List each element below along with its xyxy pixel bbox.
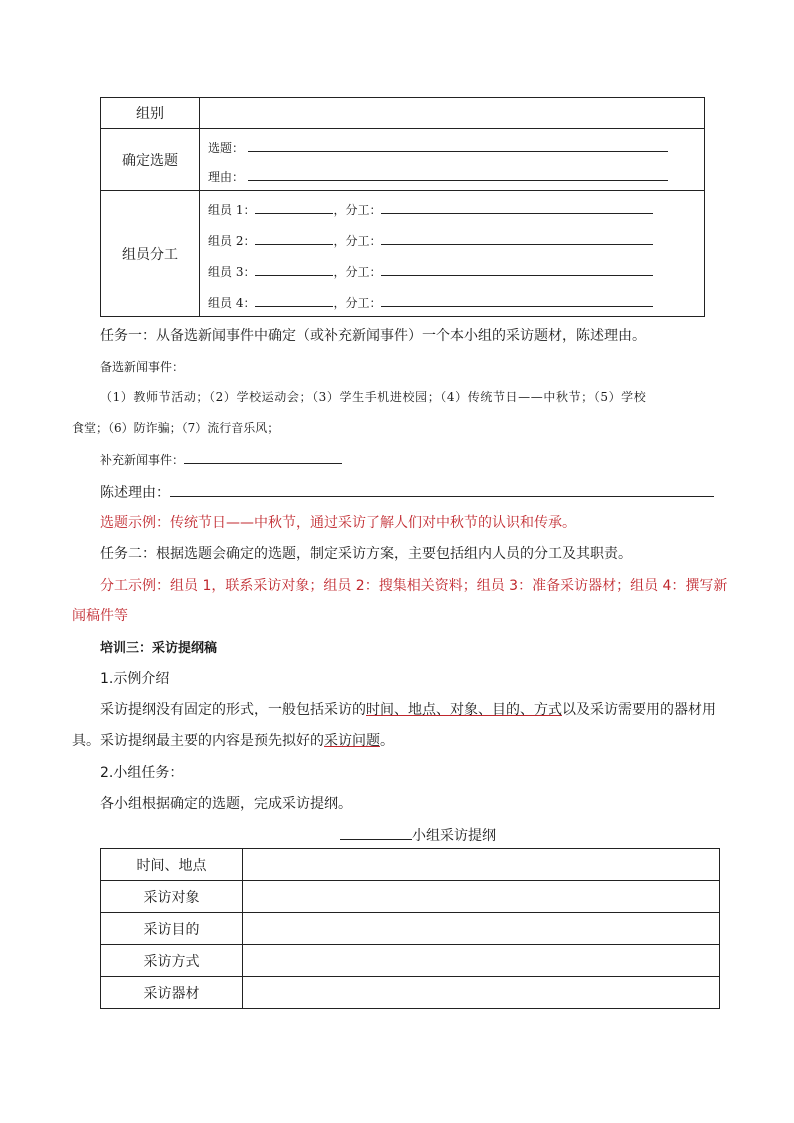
supplement-blank[interactable] [184, 451, 342, 464]
outline-title: 小组采访提纲 [412, 828, 496, 844]
member-row [208, 201, 653, 218]
outline-row-label: 采访对象 [101, 881, 243, 913]
training-three-heading: 培训三：采访提纲稿 [100, 641, 218, 656]
alt-events-line2: 食堂；（6）防诈骗；（7）流行音乐风； [72, 421, 280, 435]
member-name-label: 组员 1： [208, 203, 256, 217]
member-duty-blank[interactable] [381, 232, 653, 245]
division-example-line2: 闻稿件等 [72, 608, 128, 624]
member-name-blank[interactable] [255, 263, 333, 276]
reason-statement-blank[interactable] [170, 484, 714, 497]
outline-row-input[interactable] [243, 913, 720, 945]
outline-group-blank[interactable] [340, 827, 412, 840]
division-example-line1: 分工示例：组员 1，联系采访对象；组员 2：搜集相关资料；组员 3：准备采访器材；组员 4：撰写新 [100, 578, 728, 594]
alt-events-title: 备选新闻事件： [100, 360, 185, 374]
section-two-heading: 2.小组任务： [100, 765, 184, 781]
member-duty-blank[interactable] [381, 263, 653, 276]
paragraph-text: 采访提纲没有固定的形式，一般包括采访的 [100, 702, 366, 718]
outline-row-input[interactable] [243, 849, 720, 881]
member-duty-label: ，分工： [333, 234, 382, 248]
paragraph-text: 具。采访提纲最主要的内容是预先拟好的 [72, 733, 324, 749]
member-name-blank[interactable] [255, 232, 333, 245]
paragraph-line2 [72, 730, 394, 750]
member-name-label: 组员 4： [208, 296, 256, 310]
member-name-blank[interactable] [255, 294, 333, 307]
supplement-row [100, 451, 342, 468]
paragraph-highlight: 采访问题 [324, 733, 380, 749]
interview-outline-table [100, 848, 720, 1009]
member-row [208, 263, 653, 280]
topic-example: 选题示例：传统节日——中秋节，通过采访了解人们对中秋节的认识和传承。 [100, 515, 576, 531]
member-row [208, 294, 653, 311]
topic-row [208, 139, 668, 156]
reason-row [208, 168, 668, 185]
outline-row-label: 时间、地点 [101, 849, 243, 881]
group-input-cell[interactable] [200, 98, 705, 129]
group-division-table [100, 97, 705, 317]
section-two-description: 各小组根据确定的选题，完成采访提纲。 [100, 796, 352, 812]
outline-row-label: 采访目的 [101, 913, 243, 945]
member-duty-label: ，分工： [333, 203, 382, 217]
alt-events-line1: （1）教师节活动；（2）学校运动会；（3）学生手机进校园；（4）传统节日——中秋节；（5）学校 [100, 390, 647, 404]
task-one: 任务一：从备选新闻事件中确定（或补充新闻事件）一个本小组的采访题材，陈述理由。 [100, 328, 646, 344]
member-duty-blank[interactable] [381, 294, 653, 307]
member-name-label: 组员 3： [208, 265, 256, 279]
outline-row-label: 采访器材 [101, 977, 243, 1009]
members-cell [200, 191, 705, 317]
paragraph-highlight: 时间、地点、对象、目的、方式 [366, 702, 562, 718]
outline-row-input[interactable] [243, 881, 720, 913]
topic-label: 确定选题 [101, 129, 200, 191]
member-duty-blank[interactable] [381, 201, 653, 214]
members-label: 组员分工 [101, 191, 200, 317]
outline-row-label: 采访方式 [101, 945, 243, 977]
topic-cell [200, 129, 705, 191]
topic-field-label: 选题： [208, 141, 245, 155]
member-name-label: 组员 2： [208, 234, 256, 248]
outline-row-input[interactable] [243, 977, 720, 1009]
member-name-blank[interactable] [255, 201, 333, 214]
outline-row-input[interactable] [243, 945, 720, 977]
paragraph-text: 。 [380, 733, 394, 749]
task-two: 任务二：根据选题会确定的选题，制定采访方案，主要包括组内人员的分工及其职责。 [100, 546, 632, 562]
paragraph-line1 [100, 699, 716, 719]
reason-statement-row [100, 482, 714, 502]
reason-field-label: 理由： [208, 170, 245, 184]
member-duty-label: ，分工： [333, 265, 382, 279]
member-row [208, 232, 653, 249]
group-label: 组别 [101, 98, 200, 129]
paragraph-text: 以及采访需要用的器材用 [562, 702, 716, 718]
reason-blank[interactable] [248, 168, 668, 181]
reason-statement-label: 陈述理由： [100, 485, 170, 501]
outline-title-row [340, 825, 496, 845]
section-one-heading: 1.示例介绍 [100, 671, 170, 687]
topic-blank[interactable] [248, 139, 668, 152]
supplement-label: 补充新闻事件： [100, 453, 185, 467]
member-duty-label: ，分工： [333, 296, 382, 310]
